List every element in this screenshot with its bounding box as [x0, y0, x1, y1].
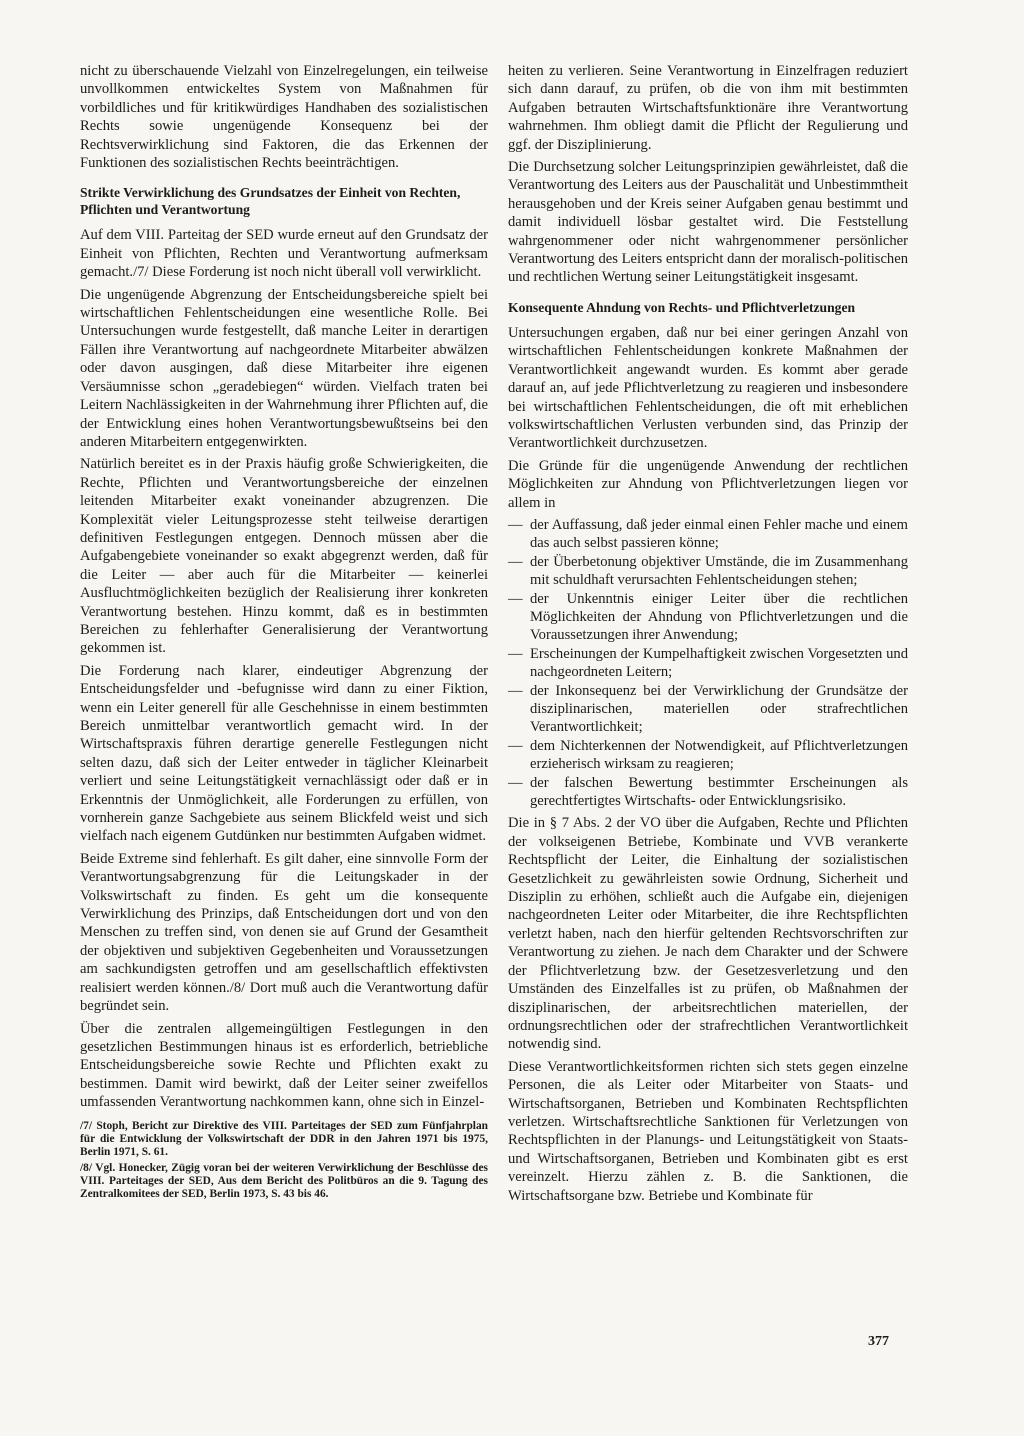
footnotes	[80, 1120, 488, 1201]
list-item: — Erscheinungen der Kumpelhaftigkeit zwischen Vorgesetzten und nachgeordneten Leitern;	[508, 645, 908, 682]
list-item: — der Inkonsequenz bei der Verwirklichung der Grundsätze der disziplinarischen, materiellen oder strafrechtlichen Verantwortlichkeit;	[508, 682, 908, 737]
list-item: — der Unkenntnis einiger Leiter über die rechtlichen Möglichkeiten der Ahndung von Pflichtverletzungen und die Voraussetzungen ihrer Anwendung;	[508, 590, 908, 645]
list-item: — der falschen Bewertung bestimmter Erscheinungen als gerechtfertigtes Wirtschafts- oder Entwicklungsrisiko.	[508, 774, 908, 811]
paragraph: Die Gründe für die ungenügende Anwendung der rechtlichen Möglichkeiten zur Ahndung von Pflichtverletzungen liegen vor allem in	[508, 457, 908, 511]
paragraph: Die ungenügende Abgrenzung der Entscheidungsbereiche spielt bei wirtschaftlichen Fehlentscheidungen eine wesentliche Rolle. Bei Untersuchungen wurde festgestellt, daß manche Leiter in derartigen Fällen ihre Verantwortung auf nachgeordnete Mitarbeiter abwälzen oder davon ausgingen, daß diese Mitarbeiter ihre eigenen Versäumnisse schon „geradebiegen“ würden. Vielfach traten bei Leitern Nachlässigkeiten in der Wahrnehmung ihrer Pflichten auf, die der Entwicklung eines hohen Verantwortungsbewußtseins bei den anderen Mitarbeitern entgegenwirkten.	[80, 286, 488, 450]
list-item: — der Auffassung, daß jeder einmal einen Fehler mache und einem das auch selbst passieren könne;	[508, 516, 908, 553]
list-item: — der Überbetonung objektiver Umstände, die im Zusammenhang mit schuldhaft verursachten Fehlentscheidungen stehen;	[508, 553, 908, 590]
right-column	[508, 62, 908, 1209]
list-item: — dem Nichterkennen der Notwendigkeit, auf Pflichtverletzungen erzieherisch wirksam zu reagieren;	[508, 737, 908, 774]
footnote-7: /7/ Stoph, Bericht zur Direktive des VIII. Parteitages der SED zum Fünfjahrplan für die Entwicklung der Volkswirtschaft der DDR in den Jahren 1971 bis 1975, Berlin 1971, S. 61.	[80, 1119, 488, 1158]
footnote-8: /8/ Vgl. Honecker, Zügig voran bei der weiteren Verwirklichung der Beschlüsse des VIII. Parteitages der SED, Aus dem Bericht des Politbüros an die 9. Tagung des Zentralkomitees der SED, Berlin 1973, S. 43 bis 46.	[80, 1161, 488, 1200]
reasons-list	[508, 516, 908, 811]
paragraph: Diese Verantwortlichkeitsformen richten sich stets gegen einzelne Personen, die als Leiter oder Mitarbeiter von Staats- und Wirtschaftsorganen, Betrieben und Kombinaten Rechtspflichten verletzen. Wirtschaftsrechtliche Sanktionen für Verletzungen von Rechtspflichten in der Planungs- und Leitungstätigkeit von Staats- und Wirtschaftsorganen, Betrieben und Kombinaten gibt es erst vereinzelt. Hierzu zählen z. B. die Sanktionen, die Wirtschaftsorgane bzw. Betriebe und Kombinate für	[508, 1058, 908, 1204]
paragraph: Beide Extreme sind fehlerhaft. Es gilt daher, eine sinnvolle Form der Verantwortungsabgrenzung für die Leitungskader in der Volkswirtschaft zu finden. Es geht um die konsequente Verwirklichung des Prinzips, daß Entscheidungen dort und von den Menschen zu treffen sind, von denen sie auf Grund der Gesamtheit der objektiven und subjektiven Gegebenheiten und Voraussetzungen am sachkundigsten getroffen und am gesellschaftlich effektivsten realisiert werden können./8/ Dort muß auch die Verantwortung dafür begründet sein.	[80, 850, 488, 1015]
paragraph: Natürlich bereitet es in der Praxis häufig große Schwierigkeiten, die Rechte, Pflichten und Verantwortungsbereiche der einzelnen leitenden Mitarbeiter exakt voneinander abzugrenzen. Die Komplexität vieler Leitungsprozesse steht teilweise derartigen definitiven Festlegungen entgegen. Dennoch müssen aber die Aufgabengebiete voneinander so exakt abgegrenzt werden, daß für die Leiter — aber auch für die Mitarbeiter — keinerlei Ausfluchtmöglichkeiten bezüglich der Realisierung ihrer konkreten Verantwortung bestehen. Hinzu kommt, daß es in bestimmten Bereichen zu fehlerhafter Generalisierung der Verantwortung gekommen ist.	[80, 456, 488, 657]
paragraph: nicht zu überschauende Vielzahl von Einzelregelungen, ein teilweise unvollkommen entwickeltes System von Maßnahmen für vorbildliches und für kritikwürdiges Handhaben des sozialistischen Rechts sowie ungenügende Konsequenz bei der Rechtsverwirklichung sind Faktoren, die das Erkennen der Funktionen des sozialistischen Rechts beeinträchtigen.	[80, 63, 488, 172]
paragraph: Die in § 7 Abs. 2 der VO über die Aufgaben, Rechte und Pflichten der volkseigenen Betriebe, Kombinate und VVB verankerte Rechtspflicht der Leiter, die Einhaltung der sozialistischen Gesetzlichkeit zu gewährleisten sowie Ordnung, Sicherheit und Disziplin zu erhöhen, schließt auch die Aufgabe ein, diejenigen nachgeordneten Leiter oder Mitarbeiter, die ihre Rechtspflichten verletzt haben, nach den hierfür geltenden Rechtsvorschriften zur Verantwortung zu ziehen. Je nach dem Charakter und der Schwere der Pflichtverletzung bzw. der Gesetzesverletzung und den Umständen des Einzelfalles ist zu prüfen, ob Maßnahmen der disziplinarischen, der arbeitsrechtlichen materiellen, der ordnungsrechtlichen oder der strafrechtlichen Verantwortlichkeit notwendig sind.	[508, 815, 908, 1053]
paragraph: Die Durchsetzung solcher Leitungsprinzipien gewährleistet, daß die Verantwortung des Leiters aus der Pauschalität und Unbestimmtheit herausgehoben und der Kreis seiner Aufgaben genau bestimmt und damit individuell lösbar gestaltet wird. Die Feststellung wahrgenommener oder nicht wahrgenommener persönlicher Verantwortung des Leiters entspricht dann der moralisch-politischen und rechtlichen Wertung seiner Leitungstätigkeit insgesamt.	[508, 159, 908, 286]
paragraph: Untersuchungen ergaben, daß nur bei einer geringen Anzahl von wirtschaftlichen Fehlentscheidungen konkrete Maßnahmen der Verantwortlichkeit angewandt wurden. Es kommt aber gerade darauf an, auf jede Pflichtverletzung zu reagieren und insbesondere bei wirtschaftlichen Fehlentscheidungen, die oft mit erheblichen volkswirtschaftlichen Verlusten verbunden sind, das Prinzip der Verantwortlichkeit durchzusetzen.	[508, 324, 908, 452]
paragraph: Die Forderung nach klarer, eindeutiger Abgrenzung der Entscheidungsfelder und -befugnisse wird dann zu einer Fiktion, wenn ein Leiter generell für alle Geschehnisse in einem bestimmten Bereich unmittelbar verantwortlich gemacht wird. In der Wirtschaftspraxis führen derartige generelle Festlegungen nicht selten dazu, daß sich der Leiter entweder in täglicher Kleinarbeit verliert und seine Leitungstätigkeit vernachlässigt oder daß er in Erkenntnis der Unmöglichkeit, alle Forderungen zu erfüllen, von vornherein ganze Sachgebiete aus seinem Blickfeld weist und sich vielfach nach eigenem Gutdünken nur bestimmten Aufgaben widmet.	[80, 662, 488, 845]
page-number: 377	[868, 1334, 889, 1349]
paragraph: heiten zu verlieren. Seine Verantwortung in Einzelfragen reduziert sich dann darauf, zu prüfen, ob die von ihm mit bestimmten Aufgaben betrauten Wirtschaftsfunktionäre ihre Verantwortung wahrnehmen. Ihm obliegt damit die Pflicht der Regulierung und ggf. der Disziplinierung.	[508, 63, 908, 153]
paragraph: Über die zentralen allgemeingültigen Festlegungen in den gesetzlichen Bestimmungen hinaus ist es erforderlich, betriebliche Entscheidungsbereiche sowie Rechte und Pflichten exakt zu bestimmen. Damit wird bewirkt, daß der Leiter seiner zweifellos umfassenden Verantwortung nachkommen kann, ohne sich in Einzel-	[80, 1020, 488, 1111]
paragraph: Auf dem VIII. Parteitag der SED wurde erneut auf den Grundsatz der Einheit von Pflichten, Rechten und Verantwortung aufmerksam gemacht./7/ Diese Forderung ist noch nicht überall voll verwirklicht.	[80, 227, 488, 281]
section-heading: Strikte Verwirklichung des Grundsatzes der Einheit von Rechten, Pflichten und Verantwortung	[80, 185, 461, 218]
left-column	[80, 62, 488, 1204]
section-heading: Konsequente Ahndung von Rechts- und Pflichtverletzungen	[508, 299, 856, 315]
